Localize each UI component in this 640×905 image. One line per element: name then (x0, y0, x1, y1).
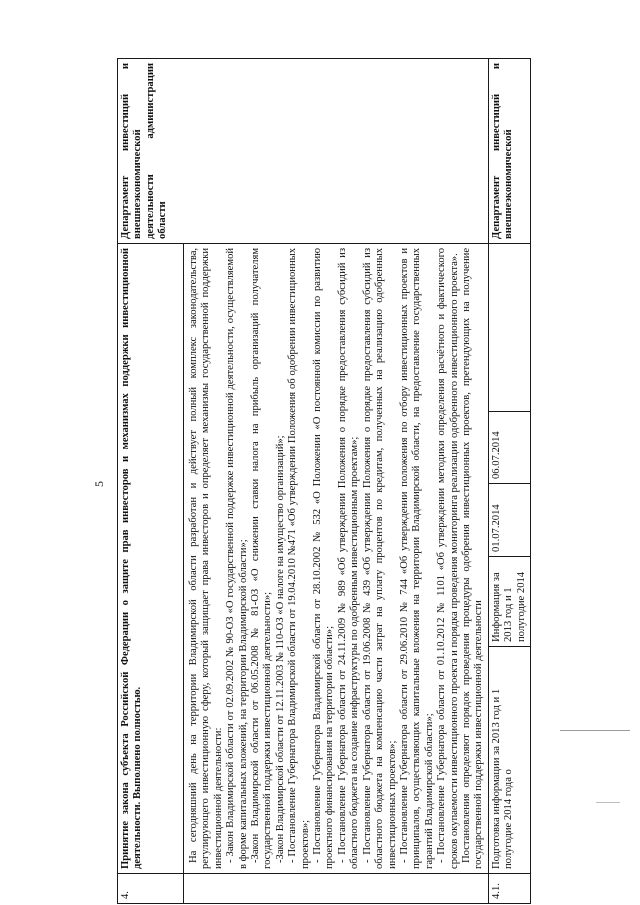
scan-dash-mark (596, 802, 620, 803)
paragraph: - Постановление Губернатора Владимирской области от 28.10.2002 № 532 «О Положении «О постоянной комиссии по развитию проектного финансирования на территории области»; (312, 247, 336, 869)
table-row (488, 58, 530, 903)
paragraph: - Постановление Губернатора Владимирской области от 19.04.2010 №471 «Об утверждении Положения об одобрении инвестиционных проектов»; (287, 247, 311, 869)
row-number: 4.1. (488, 874, 530, 904)
scan-rule-mark (560, 730, 630, 731)
executor-cell: Департамент инвестиций и внешнеэкономической деятельности администрации области (118, 58, 489, 243)
paragraph: Постановления определяют порядок проведения процедуры одобрения инвестиционных проектов, претендующих на получение государственной поддержки инвестиционной деятельности (460, 247, 485, 869)
result-form-cell: Информация за 2013 год и 1 полугодие 2014 (488, 557, 530, 647)
action-plan-table (117, 58, 531, 904)
rotated-document-page (52, 59, 592, 904)
row-number: 4. (118, 874, 184, 904)
empty-cell (488, 243, 530, 411)
item-title: Подготовка информации за 2013 год и 1 полугодие 2014 года о (488, 647, 530, 874)
start-date-cell: 01.07.2014 (488, 484, 530, 557)
table-row (118, 58, 184, 903)
paragraph: -Закон Владимирской области от 06.05.2008 № 81-ОЗ «О снижении ставки налога на прибыль организаций получателям государственной поддержки инвестиционной деятельности»; (250, 247, 274, 869)
paragraph: На сегодняшний день на территории Владимирской области разработан и действует полный комплекс законодательства, регулирующего инвестиционную сферу, который защищает права инвесторов и определяет механизмы государственной поддержки инвестиционной деятельности: (188, 247, 224, 869)
executor-cell: Департамент инвестиций и внешнеэкономической (488, 58, 530, 243)
empty-cell (184, 874, 489, 904)
end-date-cell: 06.07.2014 (488, 412, 530, 484)
paragraph: - Постановление Губернатора области от 01.10.2012 № 1101 «Об утверждении методики определения расчётного и фактического сроков окупаемости инвестиционного проекта и порядка проведения мониторинга реализации одобренного инвестиционного проекта». (436, 247, 460, 869)
implementation-text (184, 243, 489, 873)
paragraph: -Закон Владимирской области от 12.11.2003 № 110-ОЗ «О налоге на имущество организаций»; (274, 435, 286, 863)
item-title: Принятие закона субъекта Российской Федерации о защите прав инвесторов и механизмах поддержки инвестиционной деятельности. Выполнено полностью. (118, 243, 184, 873)
paragraph: - Закон Владимирской области от 02.09.2002 № 90-ОЗ «О государственной поддержке инвестиционной деятельности, осуществляемой в форме капитальных вложений, на территории Владимирской области»; (225, 247, 249, 869)
paragraph: - Постановление Губернатора области от 19.06.2008 № 439 «Об утверждении Положения о порядке предоставления субсидий из областного бюджета на компенсацию части затрат на уплату процентов по кредитам, полученных на реализацию одобренных инвестиционных проектов»; (361, 247, 398, 869)
page-number: 5 (92, 481, 106, 487)
paragraph: - Постановление Губернатора области от 24.11.2009 № 989 «Об утверждении Положения о порядке предоставления субсидий из областного бюджета на создание инфраструктуры по одобренным инвестиционным проектам»; (336, 247, 361, 869)
paragraph: - Постановление Губернатора области от 29.06.2010 № 744 «Об утверждении положения по отбору инвестиционных проектов и принципалов, осуществляющих капитальные вложения на территории Владимирской области, на предоставление государственных гарантий Владимирской области»; (398, 247, 435, 869)
